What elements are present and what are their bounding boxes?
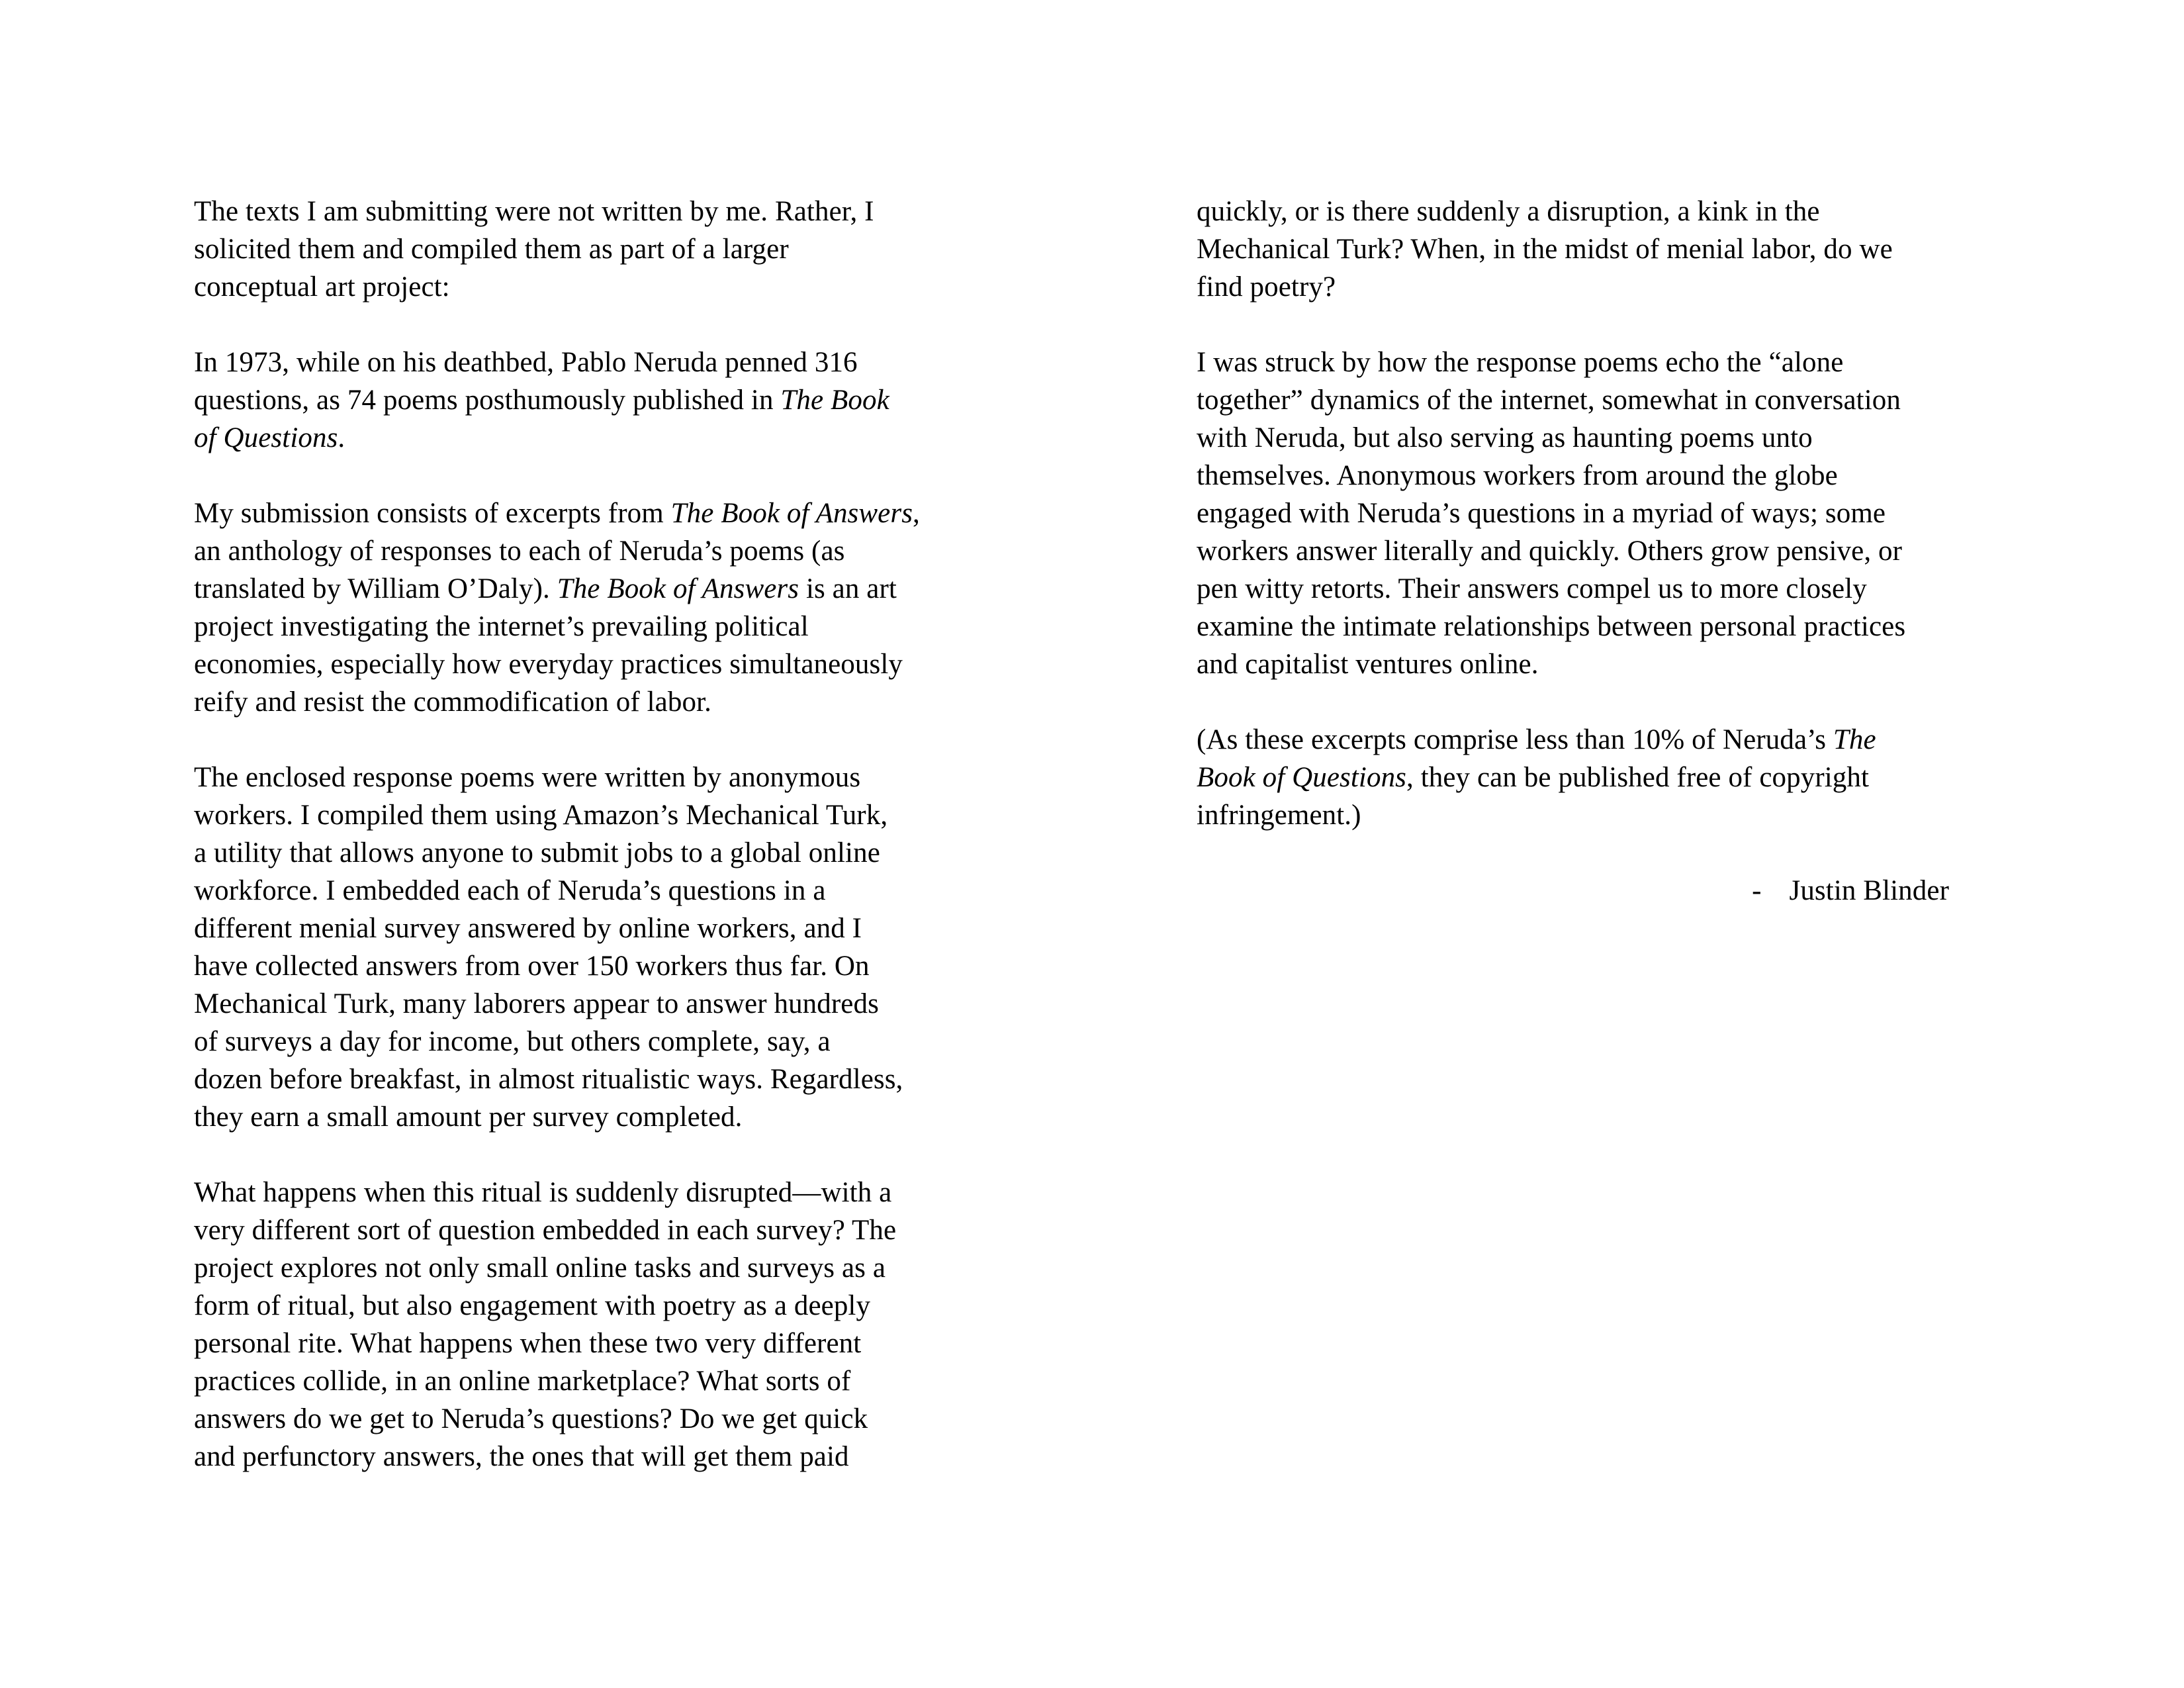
- text-line: [194, 1325, 1005, 1362]
- text-line: [1197, 230, 2024, 268]
- body-text: translated by William O’Daly).: [194, 573, 557, 604]
- paragraph: [194, 193, 1005, 306]
- text-line: [194, 872, 1005, 910]
- paragraph: [194, 1174, 1005, 1476]
- text-line: [194, 570, 1005, 608]
- left-column-paragraphs: [194, 193, 1005, 1476]
- body-text: pen witty retorts. Their answers compel us to more closely: [1197, 573, 1867, 604]
- body-text: Mechanical Turk, many laborers appear to answer hundreds: [194, 988, 879, 1019]
- text-line: [194, 1174, 1005, 1211]
- body-text: very different sort of question embedded in each survey? The: [194, 1215, 897, 1246]
- text-line: [194, 1400, 1005, 1438]
- signature-name: Justin Blinder: [1789, 875, 1949, 906]
- body-text: .: [338, 422, 345, 453]
- text-line: [194, 834, 1005, 872]
- text-line: [194, 1098, 1005, 1136]
- body-text: In 1973, while on his deathbed, Pablo Neruda penned 316: [194, 347, 858, 378]
- body-text: form of ritual, but also engagement with poetry as a deeply: [194, 1290, 871, 1321]
- text-line: [1197, 796, 2024, 834]
- body-text: workers. I compiled them using Amazon’s Mechanical Turk,: [194, 800, 888, 831]
- text-line: [194, 230, 1005, 268]
- body-text: they earn a small amount per survey completed.: [194, 1102, 743, 1133]
- body-text: workforce. I embedded each of Neruda’s questions in a: [194, 875, 826, 906]
- body-text: of surveys a day for income, but others complete, say, a: [194, 1026, 831, 1057]
- body-text: economies, especially how everyday practices simultaneously: [194, 649, 903, 680]
- text-line: [1197, 721, 2024, 759]
- text-line: [194, 1249, 1005, 1287]
- body-text: Mechanical Turk? When, in the midst of menial labor, do we: [1197, 234, 1893, 265]
- text-line: [194, 1023, 1005, 1060]
- text-line: [194, 759, 1005, 796]
- text-line: [1197, 494, 2024, 532]
- body-text: The texts I am submitting were not written by me. Rather, I: [194, 196, 874, 227]
- left-column: [194, 193, 1005, 1476]
- body-text: personal rite. What happens when these two very different: [194, 1328, 862, 1359]
- body-text: (As these excerpts comprise less than 10% of Neruda’s: [1197, 724, 1833, 755]
- text-line: [194, 1211, 1005, 1249]
- paragraph: [1197, 193, 2024, 306]
- body-text: project investigating the internet’s prevailing political: [194, 611, 809, 642]
- paragraph: [1197, 344, 2024, 683]
- body-text: with Neruda, but also serving as haunting poems unto: [1197, 422, 1813, 453]
- paragraph: [1197, 721, 2024, 834]
- text-line: [1197, 268, 2024, 306]
- italic-text: The: [1833, 724, 1876, 755]
- text-line: [194, 268, 1005, 306]
- body-text: is an art: [799, 573, 897, 604]
- text-line: [194, 947, 1005, 985]
- body-text: and capitalist ventures online.: [1197, 649, 1539, 680]
- text-line: [1197, 532, 2024, 570]
- body-text: together” dynamics of the internet, somewhat in conversation: [1197, 385, 1901, 416]
- text-line: [1197, 608, 2024, 645]
- italic-text: The Book of Answers: [557, 573, 799, 604]
- body-text: an anthology of responses to each of Neruda’s poems (as: [194, 536, 845, 567]
- body-text: engaged with Neruda’s questions in a myriad of ways; some: [1197, 498, 1886, 529]
- body-text: examine the intimate relationships between personal practices: [1197, 611, 1906, 642]
- text-line: [1197, 457, 2024, 494]
- text-line: [194, 494, 1005, 532]
- body-text: themselves. Anonymous workers from around the globe: [1197, 460, 1838, 491]
- body-text: practices collide, in an online marketplace? What sorts of: [194, 1366, 851, 1397]
- body-text: different menial survey answered by online workers, and I: [194, 913, 862, 944]
- text-line: [1197, 344, 2024, 381]
- text-line: [194, 344, 1005, 381]
- body-text: My submission consists of excerpts from: [194, 498, 671, 529]
- body-text: find poetry?: [1197, 271, 1336, 303]
- text-line: [1197, 381, 2024, 419]
- text-line: [194, 381, 1005, 419]
- body-text: I was struck by how the response poems echo the “alone: [1197, 347, 1844, 378]
- text-line: [194, 910, 1005, 947]
- text-line: [1197, 645, 2024, 683]
- body-text: The enclosed response poems were written by anonymous: [194, 762, 861, 793]
- body-text: and perfunctory answers, the ones that will get them paid: [194, 1441, 849, 1472]
- text-line: [194, 532, 1005, 570]
- text-line: [194, 608, 1005, 645]
- body-text: infringement.): [1197, 800, 1361, 831]
- body-text: quickly, or is there suddenly a disruption, a kink in the: [1197, 196, 1820, 227]
- text-line: [194, 193, 1005, 230]
- body-text: dozen before breakfast, in almost ritualistic ways. Regardless,: [194, 1064, 903, 1095]
- text-line: [194, 1060, 1005, 1098]
- body-text: questions, as 74 poems posthumously published in: [194, 385, 781, 416]
- text-line: [194, 683, 1005, 721]
- right-column: [1197, 193, 2024, 910]
- italic-text: Book of Questions: [1197, 762, 1406, 793]
- body-text: project explores not only small online tasks and surveys as a: [194, 1252, 886, 1284]
- text-line: [1197, 419, 2024, 457]
- text-line: [194, 1287, 1005, 1325]
- text-line: [194, 419, 1005, 457]
- paragraph: [194, 494, 1005, 721]
- text-line: [194, 796, 1005, 834]
- body-text: ,: [913, 498, 920, 529]
- body-text: , they can be published free of copyright: [1406, 762, 1870, 793]
- text-line: [1197, 193, 2024, 230]
- text-line: [194, 1362, 1005, 1400]
- body-text: reify and resist the commodification of labor.: [194, 686, 711, 718]
- text-line: [194, 1438, 1005, 1476]
- body-text: answers do we get to Neruda’s questions? Do we get quick: [194, 1403, 868, 1434]
- signature: [1197, 872, 2024, 910]
- body-text: conceptual art project:: [194, 271, 450, 303]
- text-line: [1197, 570, 2024, 608]
- paragraph: [194, 759, 1005, 1136]
- body-text: What happens when this ritual is suddenly disrupted—with a: [194, 1177, 892, 1208]
- text-line: [1197, 759, 2024, 796]
- body-text: workers answer literally and quickly. Others grow pensive, or: [1197, 536, 1903, 567]
- text-line: [194, 985, 1005, 1023]
- italic-text: of Questions: [194, 422, 338, 453]
- right-column-paragraphs: [1197, 193, 2024, 834]
- italic-text: The Book of Answers: [670, 498, 913, 529]
- body-text: a utility that allows anyone to submit jobs to a global online: [194, 837, 880, 868]
- signature-dash: -: [1752, 875, 1762, 906]
- body-text: have collected answers from over 150 workers thus far. On: [194, 951, 870, 982]
- body-text: solicited them and compiled them as part of a larger: [194, 234, 789, 265]
- text-line: [194, 645, 1005, 683]
- italic-text: The Book: [780, 385, 889, 416]
- paragraph: [194, 344, 1005, 457]
